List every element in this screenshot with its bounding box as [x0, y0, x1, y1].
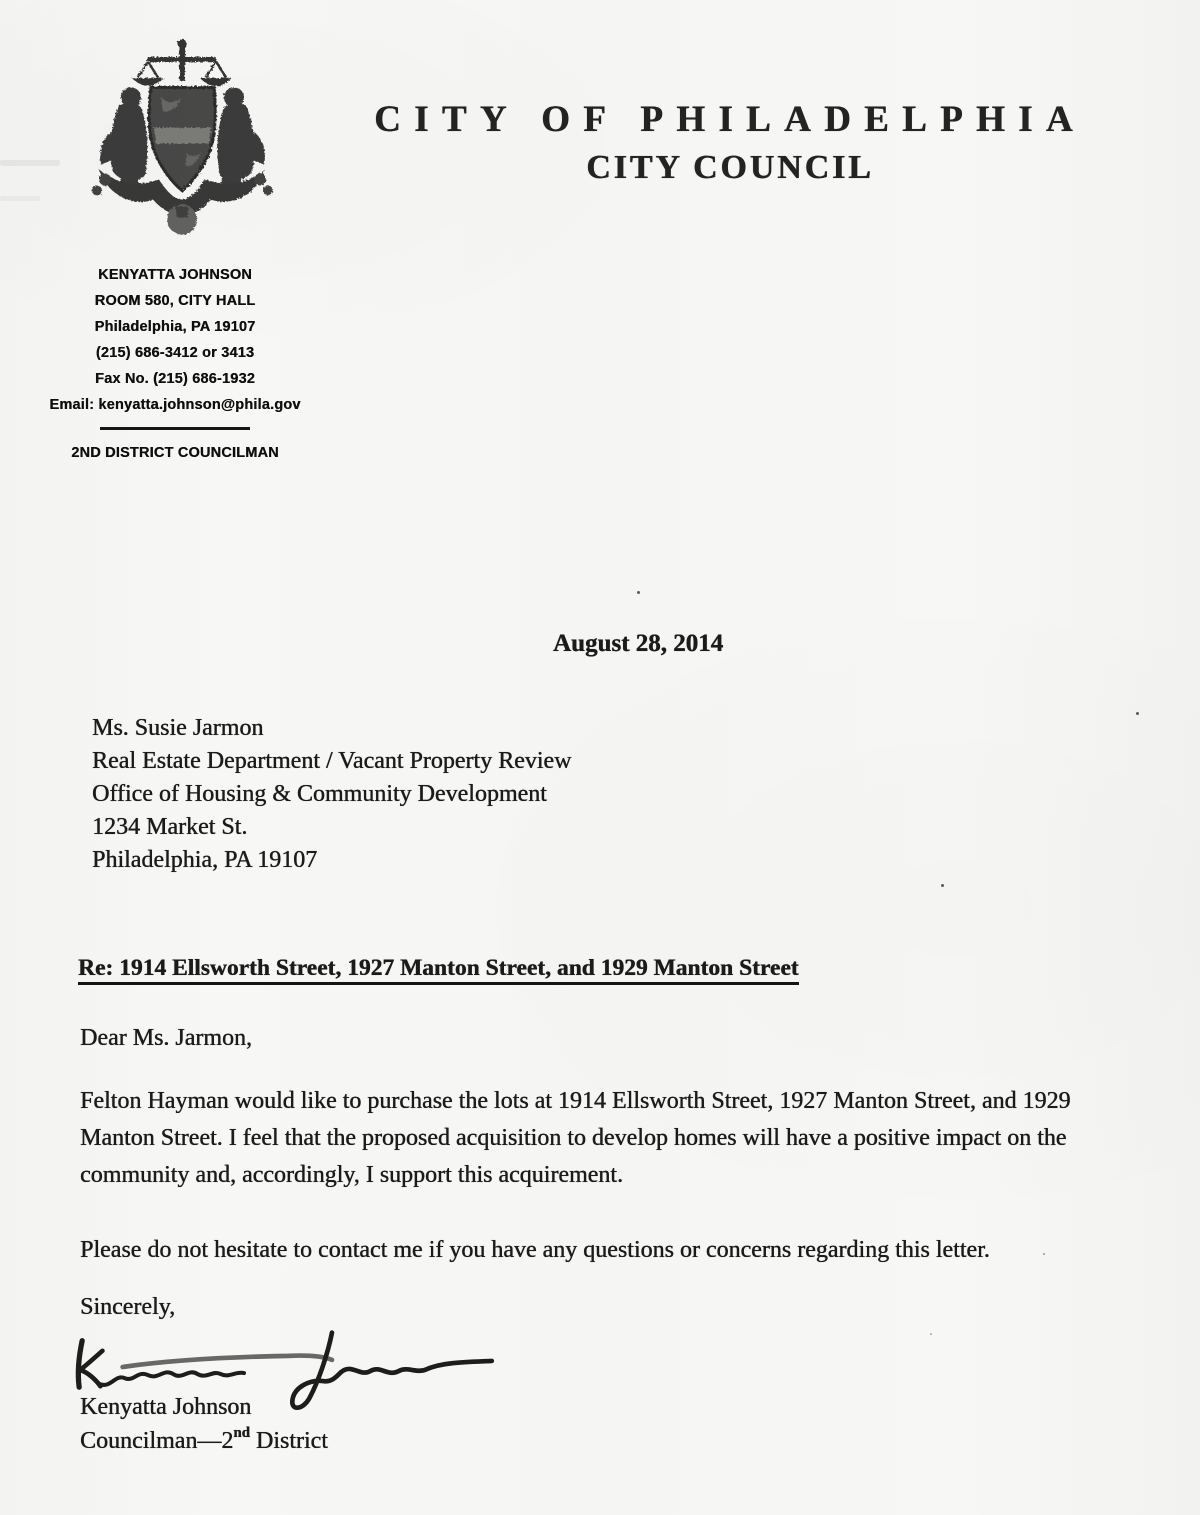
subject-text: Re: 1914 Ellsworth Street, 1927 Manton Street, and 1929 Manton Street — [78, 955, 799, 985]
body-paragraph-1: Felton Hayman would like to purchase the lots at 1914 Ellsworth Street, 1927 Manton Street, and 1929 Manton Street. I feel that the proposed acquisition to develop homes will have a positive impact on the community and, accordingly, I support this acquirement. — [80, 1088, 1071, 1188]
signer-title: Councilman—2nd District — [80, 1425, 328, 1454]
contact-room: ROOM 580, CITY HALL — [94, 293, 256, 309]
scan-smudge — [0, 196, 40, 201]
contact-block — [30, 262, 320, 466]
closing: Sincerely, — [80, 1294, 176, 1320]
recipient-city: Philadelphia, PA 19107 — [92, 847, 318, 873]
district-label: 2ND DISTRICT COUNCILMAN — [71, 445, 279, 461]
salutation: Dear Ms. Jarmon, — [80, 1025, 252, 1051]
recipient-dept: Real Estate Department / Vacant Property Review — [92, 748, 572, 774]
contact-city: Philadelphia, PA 19107 — [94, 319, 256, 335]
contact-phone: (215) 686-3412 or 3413 — [95, 345, 255, 361]
contact-divider — [100, 427, 250, 430]
recipient-street: 1234 Market St. — [92, 814, 248, 840]
contact-fax: Fax No. (215) 686-1932 — [95, 371, 255, 387]
scan-speckle — [637, 591, 640, 594]
letterhead-title: CITY OF PHILADELPHIA — [374, 99, 1086, 140]
recipient-address — [92, 712, 571, 877]
letterhead-subtitle: CITY COUNCIL — [586, 149, 874, 186]
subject-line — [78, 955, 799, 982]
body-paragraph-2: Please do not hesitate to contact me if you have any questions or concerns regarding this letter. — [80, 1237, 990, 1263]
scan-speckle — [941, 884, 944, 887]
recipient-name: Ms. Susie Jarmon — [92, 715, 264, 741]
scan-smudge — [0, 160, 60, 166]
scan-speckle — [930, 1333, 932, 1335]
signer-name: Kenyatta Johnson — [80, 1394, 252, 1420]
recipient-office: Office of Housing & Community Development — [92, 781, 547, 807]
letterhead — [310, 98, 1150, 187]
scan-speckle — [1136, 712, 1139, 715]
letter-date: August 28, 2014 — [553, 630, 724, 657]
contact-email: Email: kenyatta.johnson@phila.gov — [49, 397, 301, 413]
philadelphia-city-seal-icon — [75, 30, 290, 238]
contact-name: KENYATTA JOHNSON — [98, 267, 252, 283]
scan-speckle — [1043, 1253, 1045, 1255]
